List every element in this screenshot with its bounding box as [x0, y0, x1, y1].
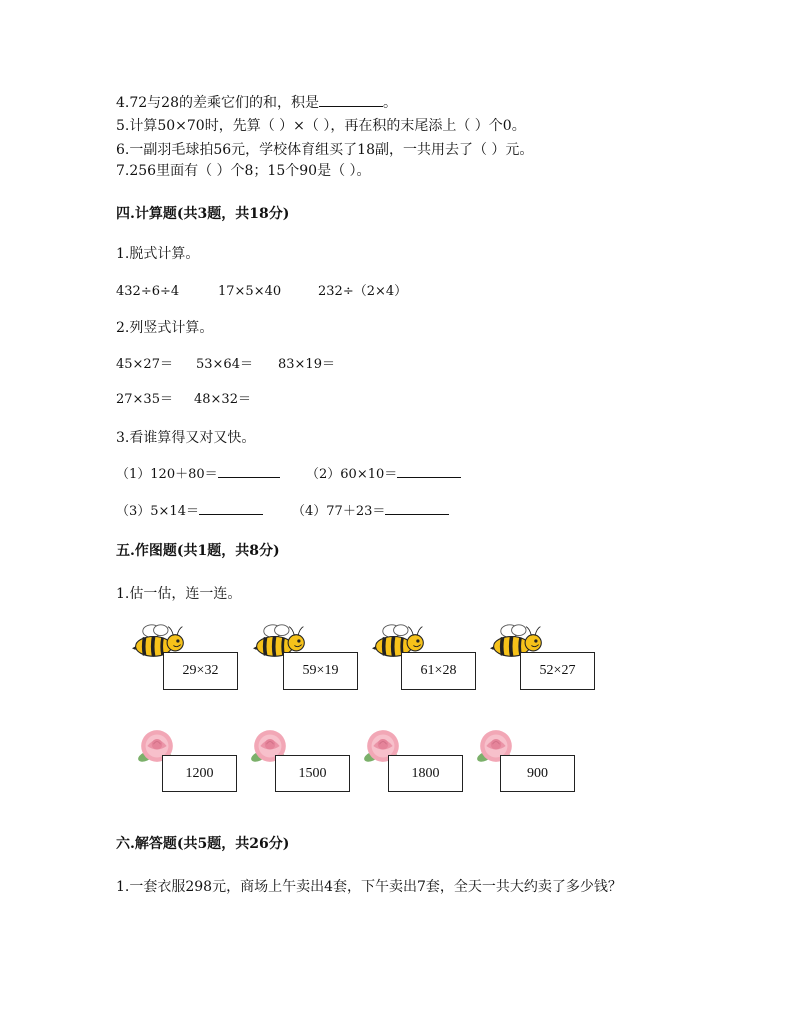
- section-4-q1-title: 1.脱式计算。: [116, 246, 200, 262]
- vertical-calc-item: 83×19＝: [278, 357, 335, 372]
- fill-in-question-4: [116, 92, 397, 113]
- answer-blank: [199, 500, 263, 515]
- quick-calc-expression: （2）60×10＝: [306, 467, 398, 482]
- estimate-box[interactable]: 1200: [162, 755, 237, 792]
- expression-box[interactable]: 59×19: [283, 652, 358, 690]
- section-4-q3-title: 3.看谁算得又对又快。: [116, 430, 256, 446]
- expression-box[interactable]: 52×27: [520, 652, 595, 690]
- question-4-text: 4.72与28的差乘它们的和，积是: [116, 95, 319, 111]
- vertical-calc-item: 45×27＝: [116, 357, 173, 372]
- vertical-calc-item: 53×64＝: [196, 357, 253, 372]
- quick-calc-expression: （3）5×14＝: [116, 504, 199, 519]
- quick-calc-item: [306, 463, 461, 485]
- fill-in-question-5: 5.计算50×70时，先算（ ）×（ ），再在积的末尾添上（ ）个0。: [116, 118, 526, 134]
- section-6-heading: 六.解答题(共5题，共26分): [116, 836, 290, 852]
- answer-blank: [319, 92, 383, 107]
- vertical-calc-item: 48×32＝: [194, 392, 251, 407]
- expression-item: 17×5×40: [218, 284, 282, 299]
- question-4-end: 。: [383, 95, 397, 111]
- section-4-q2-title: 2.列竖式计算。: [116, 320, 214, 336]
- vertical-calc-item: 27×35＝: [116, 392, 173, 407]
- quick-calc-item: [116, 463, 280, 485]
- expression-box[interactable]: 61×28: [401, 652, 476, 690]
- answer-blank: [397, 463, 461, 478]
- expression-item: 232÷（2×4）: [318, 284, 408, 299]
- estimate-box[interactable]: 1500: [275, 755, 350, 792]
- section-5-heading: 五.作图题(共1题，共8分): [116, 543, 280, 559]
- fill-in-question-6: 6.一副羽毛球拍56元，学校体育组买了18副，一共用去了（ ）元。: [116, 142, 534, 158]
- answer-blank: [385, 500, 449, 515]
- quick-calc-item: [292, 500, 449, 522]
- answer-blank: [218, 463, 280, 478]
- section-6-q1: 1.一套衣服298元，商场上午卖出4套，下午卖出7套，全天一共大约卖了多少钱？: [116, 879, 622, 895]
- quick-calc-expression: （4）77＋23＝: [292, 504, 386, 519]
- section-4-heading: 四.计算题(共3题，共18分): [116, 206, 290, 222]
- estimate-box[interactable]: 900: [500, 755, 575, 792]
- quick-calc-item: [116, 500, 263, 522]
- estimate-box[interactable]: 1800: [388, 755, 463, 792]
- expression-item: 432÷6÷4: [116, 284, 180, 299]
- quick-calc-expression: （1）120＋80＝: [116, 467, 218, 482]
- expression-box[interactable]: 29×32: [163, 652, 238, 690]
- fill-in-question-7: 7.256里面有（ ）个8；15个90是（ ）。: [116, 163, 371, 179]
- section-5-q1-title: 1.估一估，连一连。: [116, 586, 242, 602]
